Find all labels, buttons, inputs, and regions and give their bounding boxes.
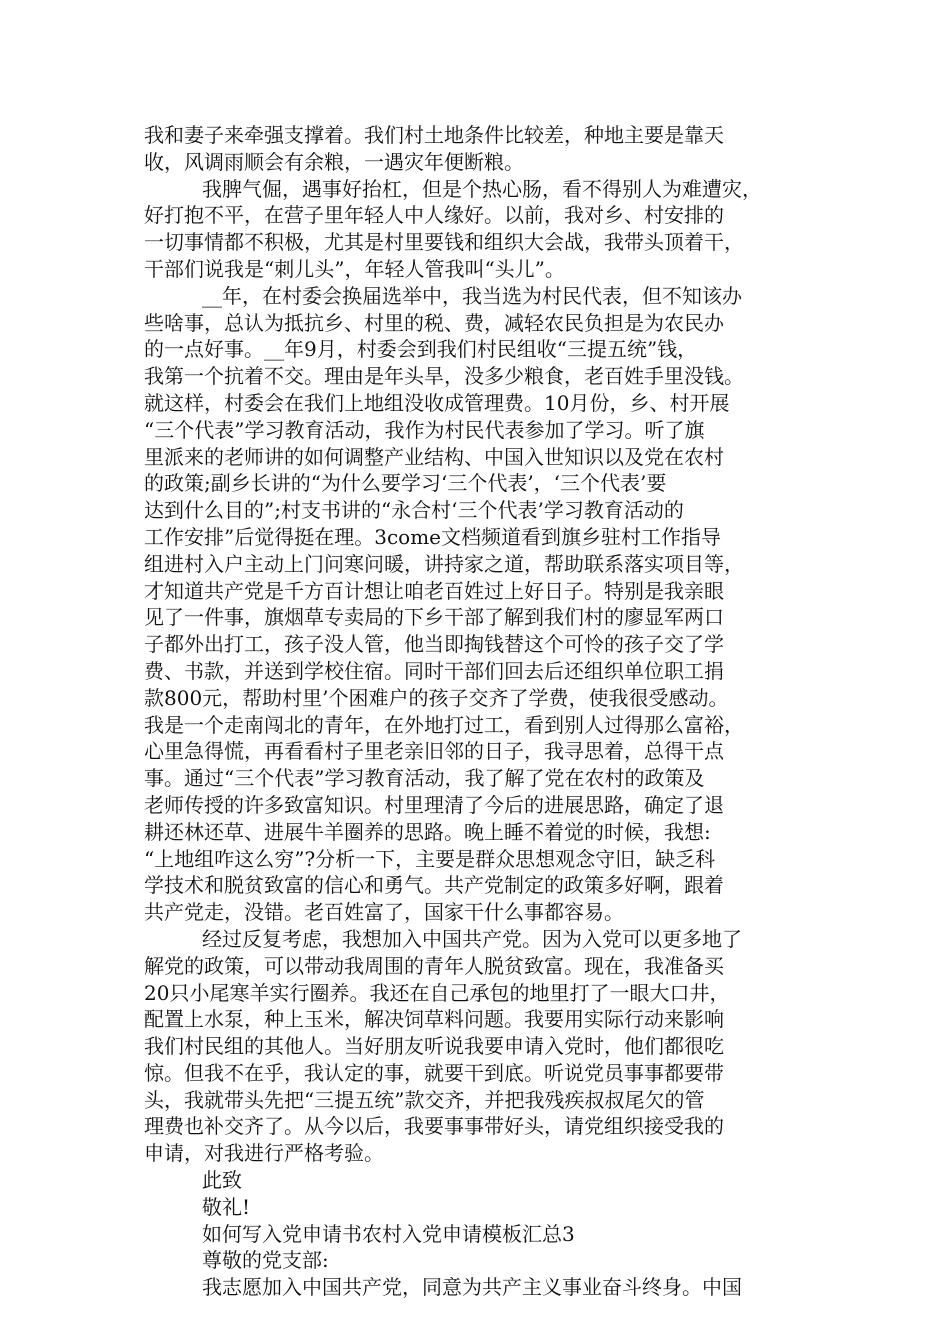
text-line: “三个代表”学习教育活动，我作为村民代表参加了学习。听了旗 (144, 417, 705, 442)
text-line: 见了一件事，旗烟草专卖局的下乡干部了解到我们村的廖显军两口 (144, 605, 724, 630)
text-line: 惊。但我不在乎，我认定的事，就要干到底。听说党员事事都要带 (144, 1060, 724, 1085)
text-line: 费、书款，并送到学校住宿。同时干部们回去后还组织单位职工捐 (144, 658, 724, 683)
text-line: 学技术和脱贫致富的信心和勇气。共产党制定的政策多好啊，跟着 (144, 873, 724, 898)
text-line: 此致 (202, 1168, 242, 1193)
text-line: 我和妻子来牵强支撑着。我们村土地条件比较差，种地主要是靠天 (144, 123, 724, 147)
text-line: 老师传授的许多致富知识。村里理清了今后的进展思路，确定了退 (144, 792, 724, 817)
text-line: 事。通过“三个代表”学习教育活动，我了解了党在农村的政策及 (144, 766, 705, 791)
text-line: 收，风调雨顺会有余粮，一遇灾年便断粮。 (144, 149, 524, 174)
text-line: 经过反复考虑，我想加入中国共产党。因为入党可以更多地了 (202, 926, 742, 951)
text-line: 工作安排”后觉得挺在理。3come文档频道看到旗乡驻村工作指导 (144, 524, 721, 549)
text-line: 组进村入户主动上门问寒问暖，讲持家之道，帮助联系落实项目等， (144, 551, 744, 576)
text-line: 干部们说我是“刺儿头”，年轻人管我叫“头儿”。 (144, 256, 565, 281)
text-line: “上地组咋这么穷”?分析一下，主要是群众思想观念守旧，缺乏科 (144, 846, 716, 871)
text-line: 申请，对我进行严格考验。 (144, 1141, 384, 1166)
text-line: 耕还林还草、进展牛羊圈养的思路。晚上睡不着觉的时候，我想: (144, 819, 711, 844)
text-line: 一切事情都不积极，尤其是村里要钱和组织大会战，我带头顶着干， (144, 230, 744, 255)
text-line: 好打抱不平，在营子里年轻人中人缘好。以前，我对乡、村安排的 (144, 203, 724, 228)
text-line: 解党的政策，可以带动我周围的青年人脱贫致富。现在，我准备买 (144, 953, 724, 978)
text-line: 些啥事，总认为抵抗乡、村里的税、费，减轻农民负担是为农民办 (144, 310, 724, 335)
text-line: 共产党走，没错。老百姓富了，国家干什么事都容易。 (144, 900, 624, 925)
text-line: 我们村民组的其他人。当好朋友听说我要申请入党时，他们都很吃 (144, 1034, 724, 1059)
text-line: 我志愿加入中国共产党，同意为共产主义事业奋斗终身。中国 (202, 1275, 742, 1300)
text-line: 如何写入党申请书农村入党申请模板汇总3 (202, 1221, 575, 1246)
text-line: 理费也补交齐了。从今以后，我要事事带好头，请党组织接受我的 (144, 1114, 724, 1139)
text-line: 的政策;副乡长讲的“为什么要学习‘三个代表’，‘三个代表’要 (144, 471, 667, 496)
text-line: 敬礼! (202, 1194, 251, 1219)
text-line: __年，在村委会换届选举中，我当选为村民代表，但不知该办 (202, 283, 742, 308)
document-body (144, 122, 804, 1301)
text-line: 的一点好事。__年9月，村委会到我们村民组收“三提五统”钱， (144, 337, 698, 362)
text-line: 里派来的老师讲的如何调整产业结构、中国入世知识以及党在农村 (144, 444, 724, 469)
text-line: 就这样，村委会在我们上地组没收成管理费。10月份，乡、村开展 (144, 390, 730, 415)
text-line: 我第一个抗着不交。理由是年头旱，没多少粮食，老百姓手里没钱。 (144, 364, 744, 389)
text-line: 我是一个走南闯北的青年，在外地打过工，看到别人过得那么富裕， (144, 712, 744, 737)
text-line: 尊敬的党支部: (202, 1248, 329, 1273)
text-line: 头，我就带头先把“三提五统”款交齐，并把我残疾叔叔尾欠的管 (144, 1087, 705, 1112)
text-line: 款800元，帮助村里’个困难户的孩子交齐了学费，使我很受感动。 (144, 685, 729, 710)
text-line: 我脾气倔，遇事好抬杠，但是个热心肠，看不得别人为难遭灾， (202, 176, 762, 201)
text-line: 才知道共产党是千方百计想让咱老百姓过上好日子。特别是我亲眼 (144, 578, 724, 603)
text-line: 子都外出打工，孩子没人管，他当即掏钱替这个可怜的孩子交了学 (144, 632, 724, 657)
text-line: 心里急得慌，再看看村子里老亲旧邻的日子，我寻思着，总得干点 (144, 739, 724, 764)
text-line: 配置上水泵，种上玉米，解决饲草料问题。我要用实际行动来影响 (144, 1007, 724, 1032)
text-line: 20只小尾寒羊实行圈养。我还在自己承包的地里打了一眼大口井， (144, 980, 730, 1005)
text-line: 达到什么目的”;村支书讲的“永合村‘三个代表’学习教育活动的 (144, 498, 684, 523)
